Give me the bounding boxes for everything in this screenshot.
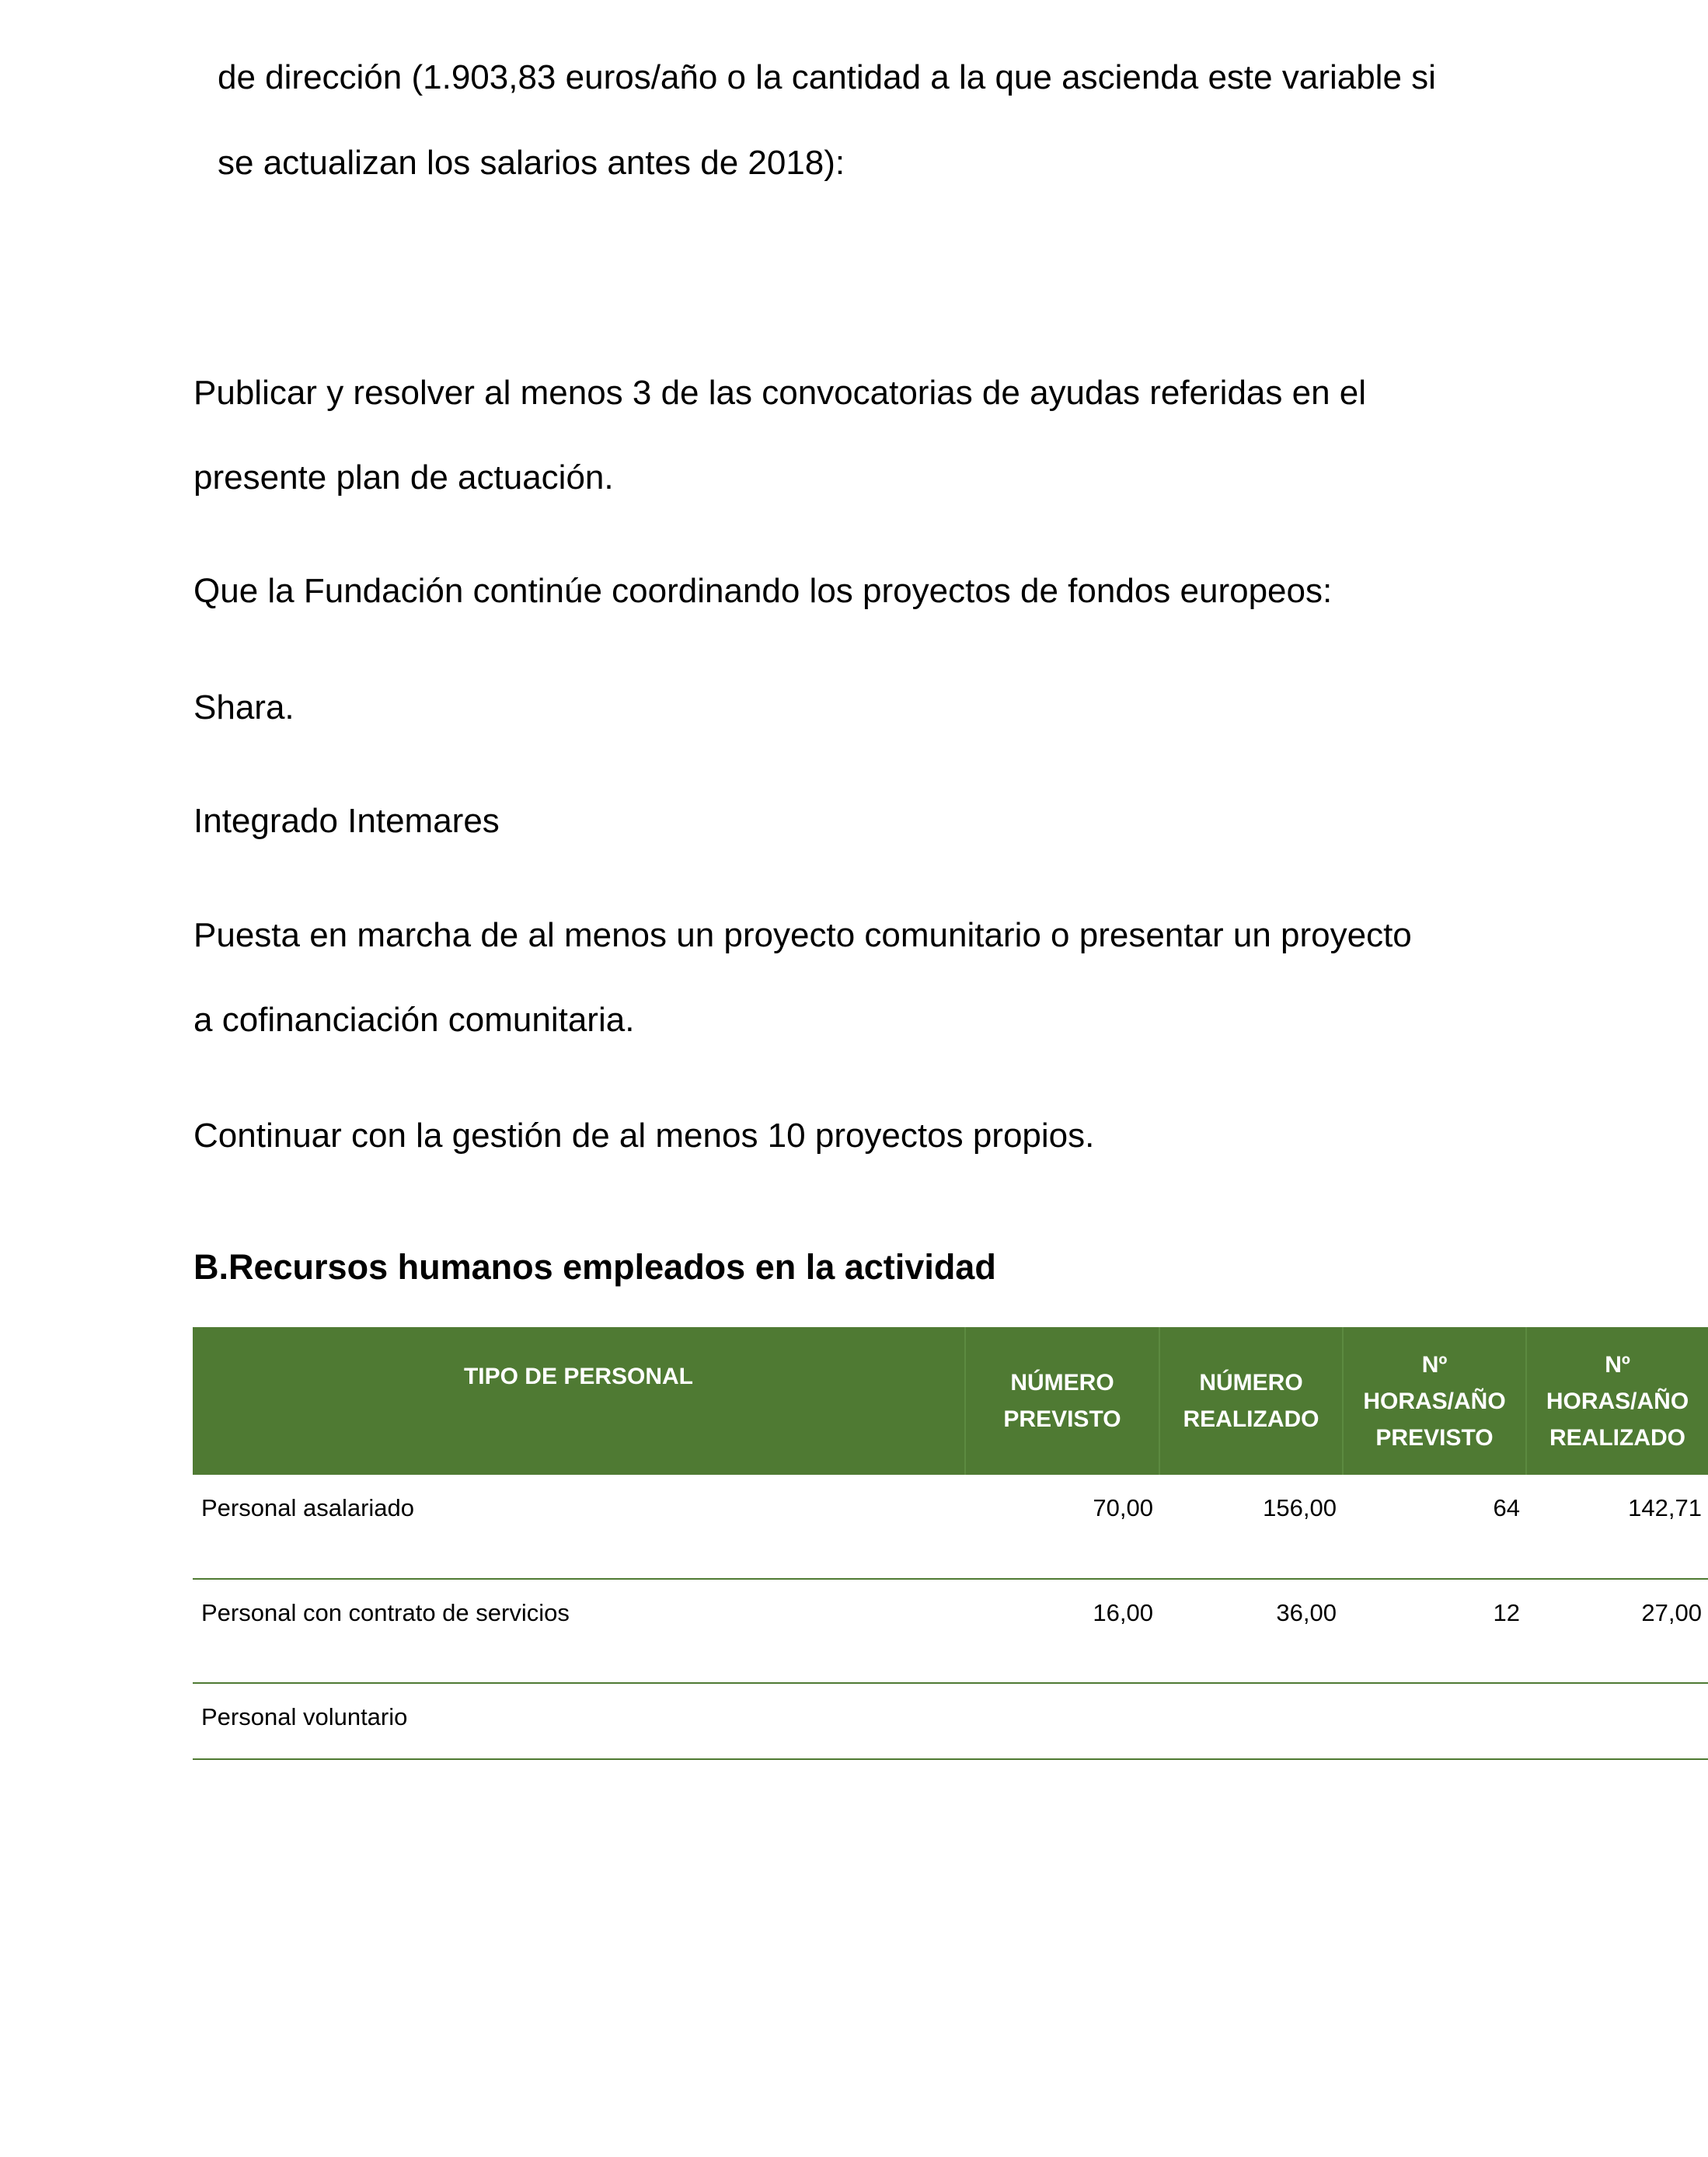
paragraph-line: Shara. [193, 688, 295, 727]
paragraph-line: Publicar y resolver al menos 3 de las convocatorias de ayudas referidas en el [193, 374, 1367, 412]
paragraph-line: Que la Fundación continúe coordinando los proyectos de fondos europeos: [193, 572, 1333, 610]
paragraph-line: presente plan de actuación. [193, 458, 614, 497]
cell-tipo: Personal con contrato de servicios [193, 1579, 965, 1683]
table-row [193, 1579, 1708, 1683]
cell-horas-previsto: 64 [1343, 1475, 1526, 1579]
header-numero-realizado: NÚMERO REALIZADO [1159, 1327, 1343, 1475]
paragraph-line: Continuar con la gestión de al menos 10 proyectos propios. [193, 1117, 1095, 1155]
header-tipo-de-personal: TIPO DE PERSONAL [193, 1327, 965, 1475]
cell-tipo: Personal asalariado [193, 1475, 965, 1579]
table-row [193, 1475, 1708, 1579]
cell-horas-realizado [1526, 1683, 1708, 1759]
paragraph-line: a cofinanciación comunitaria. [193, 1001, 635, 1039]
human-resources-table [193, 1327, 1708, 1760]
cell-horas-realizado: 27,00 [1526, 1579, 1708, 1683]
paragraph-line: Puesta en marcha de al menos un proyecto comunitario o presentar un proyecto [193, 916, 1412, 954]
cell-tipo: Personal voluntario [193, 1683, 965, 1759]
header-horas-previsto: Nº HORAS/AÑO PREVISTO [1343, 1327, 1526, 1475]
cell-numero-previsto: 16,00 [965, 1579, 1159, 1683]
header-horas-realizado: Nº HORAS/AÑO REALIZADO [1526, 1327, 1708, 1475]
section-heading: B.Recursos humanos empleados en la actividad [193, 1247, 996, 1287]
cell-horas-previsto: 12 [1343, 1579, 1526, 1683]
cell-numero-realizado [1159, 1683, 1343, 1759]
paragraph-line: de dirección (1.903,83 euros/año o la cantidad a la que ascienda este variable si [218, 58, 1436, 96]
paragraph-line: se actualizan los salarios antes de 2018): [218, 144, 845, 182]
cell-numero-previsto: 70,00 [965, 1475, 1159, 1579]
cell-horas-previsto [1343, 1683, 1526, 1759]
table-header-row [193, 1327, 1708, 1475]
table-row [193, 1683, 1708, 1759]
cell-numero-realizado: 156,00 [1159, 1475, 1343, 1579]
cell-numero-realizado: 36,00 [1159, 1579, 1343, 1683]
cell-horas-realizado: 142,71 [1526, 1475, 1708, 1579]
cell-numero-previsto [965, 1683, 1159, 1759]
header-numero-previsto: NÚMERO PREVISTO [965, 1327, 1159, 1475]
paragraph-line: Integrado Intemares [193, 802, 500, 840]
